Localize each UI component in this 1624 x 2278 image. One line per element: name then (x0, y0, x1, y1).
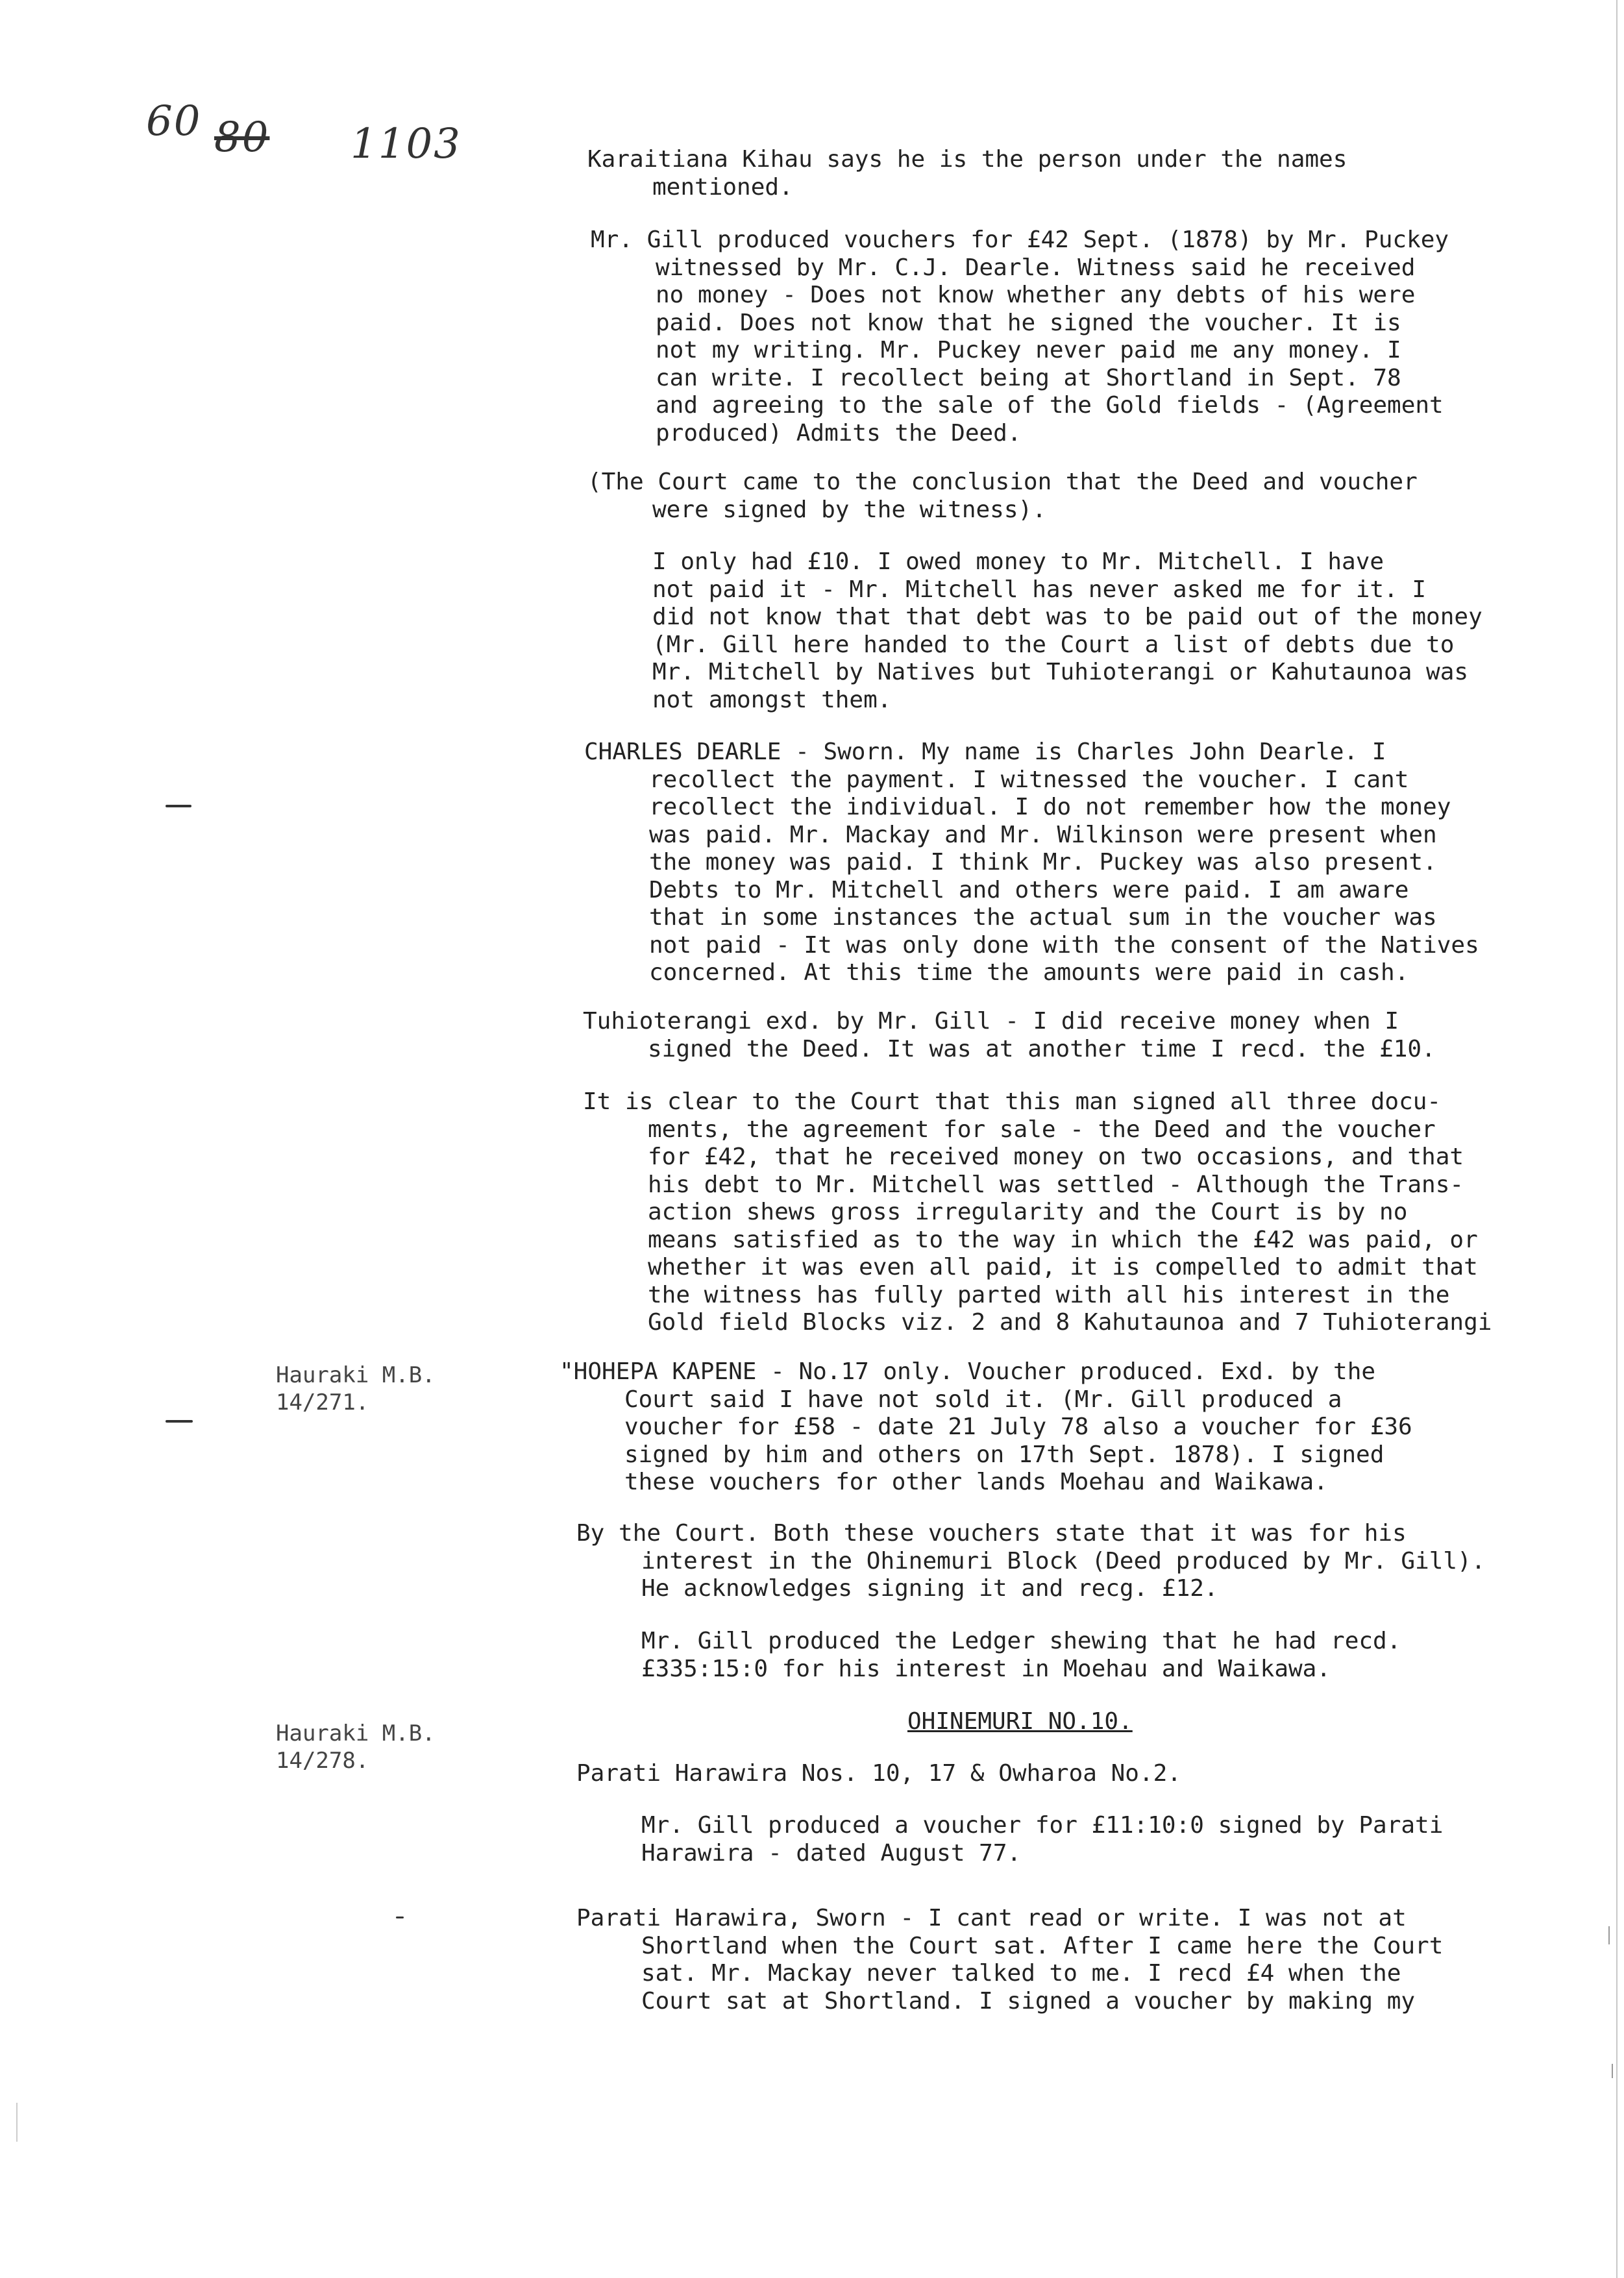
handwritten-note-60: 60 (146, 97, 202, 145)
text-line: these vouchers for other lands Moehau and Waikawa. (624, 1469, 1328, 1495)
text-line: I only had £10. I owed money to Mr. Mitchell. I have (652, 548, 1384, 575)
text-line: It is clear to the Court that this man signed all three docu- (583, 1088, 1442, 1115)
text-line: signed by him and others on 17th Sept. 1878). I signed (624, 1441, 1384, 1468)
paragraph (584, 739, 1479, 987)
text-line: "HOHEPA KAPENE - No.17 only. Voucher produced. Exd. by the (560, 1358, 1376, 1385)
text-line: that in some instances the actual sum in the voucher was (649, 904, 1437, 931)
text-line: recollect the payment. I witnessed the voucher. I cant (649, 766, 1409, 793)
text-line: £335:15:0 for his interest in Moehau and Waikawa. (641, 1655, 1331, 1682)
paragraph (591, 227, 1449, 447)
handwritten-scribble: 80 (214, 114, 270, 162)
edge-mark (1612, 2064, 1613, 2078)
text-line: not my writing. Mr. Puckey never paid me any money. I (656, 337, 1401, 363)
text-line: witnessed by Mr. C.J. Dearle. Witness said he received (656, 254, 1416, 281)
text-line: mentioned. (652, 173, 793, 201)
margin-note-line: 14/278. (276, 1748, 369, 1774)
paragraph (652, 548, 1483, 714)
text-line: ments, the agreement for sale - the Deed and the voucher (648, 1116, 1436, 1143)
text-line: By the Court. Both these vouchers state that it was for his (576, 1520, 1407, 1547)
paragraph (587, 146, 1347, 201)
text-line: sat. Mr. Mackay never talked to me. I recd £4 when the (641, 1960, 1401, 1987)
text-line: not amongst them. (652, 686, 892, 713)
paragraph (583, 1088, 1492, 1337)
text-line: can write. I recollect being at Shortland in Sept. 78 (656, 364, 1401, 391)
text-line: Gold field Blocks viz. 2 and 8 Kahutaunoa and 7 Tuhioterangi (648, 1309, 1492, 1336)
text-line: Mr. Mitchell by Natives but Tuhioterangi or Kahutaunoa was (652, 659, 1469, 685)
margin-note-line: Hauraki M.B. (276, 1362, 436, 1388)
paragraph (560, 1358, 1412, 1497)
margin-note-line: Hauraki M.B. (276, 1721, 436, 1746)
text-line: concerned. At this time the amounts were paid in cash. (649, 959, 1409, 986)
text-line: Mr. Gill produced a voucher for £11:10:0 signed by Parati (641, 1812, 1444, 1839)
text-line: not paid - It was only done with the consent of the Natives (649, 931, 1479, 959)
text-line: Parati Harawira Nos. 10, 17 & Owharoa No.2. (576, 1760, 1181, 1787)
text-line: CHARLES DEARLE - Sworn. My name is Charles John Dearle. I (584, 739, 1386, 765)
paragraph (583, 1008, 1436, 1063)
text-line: Debts to Mr. Mitchell and others were paid. I am aware (649, 876, 1409, 903)
paragraph (576, 1905, 1443, 2015)
text-line: and agreeing to the sale of the Gold fields - (Agreement (656, 392, 1444, 419)
text-line: Court said I have not sold it. (Mr. Gill produced a (624, 1386, 1342, 1413)
text-line: He acknowledges signing it and recg. £12. (641, 1575, 1218, 1602)
text-line: (The Court came to the conclusion that the Deed and voucher (587, 469, 1418, 495)
text-line: Karaitiana Kihau says he is the person under the names (587, 146, 1347, 173)
margin-note-reference (276, 1720, 471, 1774)
text-line: Shortland when the Court sat. After I came here the Court (641, 1932, 1444, 1959)
text-line: Tuhioterangi exd. by Mr. Gill - I did receive money when I (583, 1008, 1399, 1035)
text-line: Mr. Gill produced vouchers for £42 Sept. (1878) by Mr. Puckey (591, 227, 1449, 253)
text-line: action shews gross irregularity and the Court is by no (648, 1199, 1408, 1225)
edge-mark (16, 2103, 18, 2142)
text-line: Court sat at Shortland. I signed a voucher by making my (641, 1987, 1416, 2015)
margin-dash (166, 1420, 193, 1423)
paragraph (576, 1760, 1181, 1788)
paragraph (641, 1812, 1443, 1867)
text-line: not paid it - Mr. Mitchell has never asked me for it. I (652, 576, 1427, 603)
text-line: (Mr. Gill here handed to the Court a list of debts due to (652, 631, 1455, 658)
text-line: Harawira - dated August 77. (641, 1839, 1022, 1867)
text-line: signed the Deed. It was at another time I recd. the £10. (648, 1035, 1436, 1062)
paragraph (641, 1628, 1401, 1683)
text-line: produced) Admits the Deed. (656, 419, 1022, 447)
margin-note-line: 14/271. (276, 1390, 369, 1415)
text-line: did not know that that debt was to be paid out of the money (652, 604, 1483, 630)
text-line: recollect the individual. I do not remember how the money (649, 794, 1451, 820)
paragraph (587, 469, 1418, 524)
text-line: OHINEMURI NO.10. (907, 1708, 1133, 1735)
section-heading (907, 1708, 1133, 1736)
edge-mark (1608, 1926, 1610, 1944)
text-line: whether it was even all paid, it is compelled to admit that (648, 1254, 1478, 1280)
handwritten-page-number: 1103 (351, 120, 461, 168)
margin-dash (396, 1917, 404, 1918)
text-line: voucher for £58 - date 21 July 78 also a voucher for £36 (624, 1414, 1412, 1440)
text-line: means satisfied as to the way in which the £42 was paid, or (648, 1226, 1478, 1253)
text-line: the witness has fully parted with all his interest in the (648, 1281, 1450, 1308)
text-line: was paid. Mr. Mackay and Mr. Wilkinson were present when (649, 821, 1437, 848)
text-line: for £42, that he received money on two occasions, and that (648, 1144, 1464, 1170)
page-edge (1616, 0, 1618, 2278)
paragraph (576, 1520, 1485, 1603)
text-line: interest in the Ohinemuri Block (Deed produced by Mr. Gill). (641, 1547, 1486, 1574)
text-line: were signed by the witness). (652, 496, 1046, 523)
margin-note-reference (276, 1362, 471, 1416)
text-line: the money was paid. I think Mr. Puckey was also present. (649, 849, 1437, 876)
text-line: paid. Does not know that he signed the voucher. It is (656, 309, 1401, 336)
text-line: his debt to Mr. Mitchell was settled - Although the Trans- (648, 1171, 1464, 1198)
text-line: Parati Harawira, Sworn - I cant read or write. I was not at (576, 1905, 1407, 1931)
text-line: Mr. Gill produced the Ledger shewing that he had recd. (641, 1628, 1401, 1654)
margin-dash (166, 805, 191, 807)
text-line: no money - Does not know whether any debts of his were (656, 282, 1416, 308)
